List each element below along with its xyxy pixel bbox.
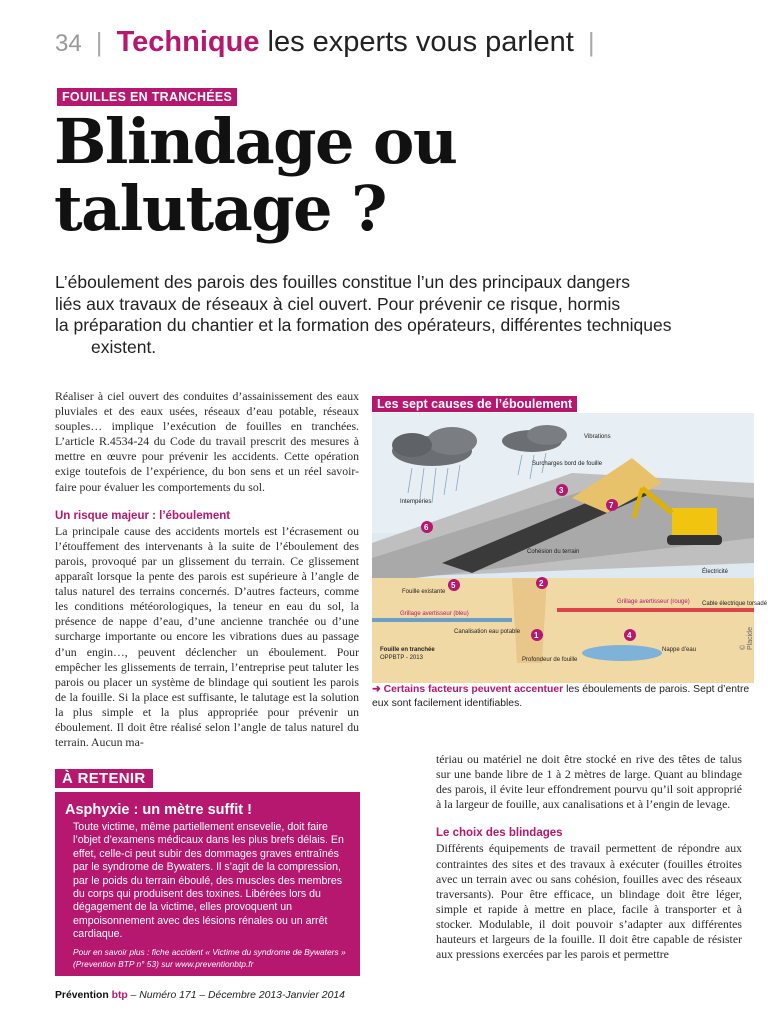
paragraph-continuation: tériau ou matériel ne doit être stocké en rive des têtes de talus sur une bande libre de 1 à 2 mètres de large. Quant au blindage des parois, il évite leur effondrement pourvu qu’il soit approprié à la largeur de fouille, aux canalisations et à l’engin de levage. — [436, 752, 742, 812]
marker-5 — [448, 579, 460, 591]
lede-line: liés aux travaux de réseaux à ciel ouvert. Pour prévenir ce risque, hormis — [55, 293, 621, 314]
red-grid-line — [557, 608, 754, 612]
blue-grid-line — [372, 618, 512, 622]
marker-6 — [421, 521, 433, 533]
label-grillage-rouge: Grillage avertisseur (rouge) — [617, 599, 690, 605]
footer-brand-btp: btp — [111, 990, 128, 1001]
label-profondeur: Profondeur de fouille — [522, 657, 578, 663]
retenir-body: Toute victime, même partiellement ensevelie, doit faire l’objet d’examens médicaux dans les plus brefs délais. En effet, celle-ci peut subir des dommages graves entraînés par le syndrome de Bywaters. Il s’agit de la compression, par le poids du terrain éboulé, des muscles des membres du corps qui produisent des toxines. Libérées lors du dégagement de la victime, elles provoquent un empoisonnement avec des lésions rénales ou un arrêt cardiaque. — [73, 821, 344, 941]
paragraph-blindages: Différents équipements de travail permettent de répondre aux contraintes des sites et des travaux à exécuter (fouilles étroites avec un terrain avec ou sans cohésion, fouilles avec des réseaux traversants). Pour être efficace, un blindage doit être léger, simple et rapide à mettre en place, facile à transporter et à stocker. Modulable, il doit pouvoir s’adapter aux différentes hauteurs et largeurs de la fouille. Il doit être capable de résister aux pressions exercées par les parois et permettre — [436, 841, 742, 962]
marker-3 — [556, 484, 568, 496]
article-lede — [55, 272, 735, 358]
svg-text:6: 6 — [424, 523, 429, 532]
figure-credit: © Placide — [740, 627, 754, 650]
figure-tag: Les sept causes de l’éboulement — [372, 396, 577, 412]
page-number: 34 — [55, 30, 82, 57]
label-surcharges: Surcharges bord de fouille — [532, 461, 603, 467]
marker-7 — [606, 499, 618, 511]
label-cohesion: Cohésion du terrain — [527, 549, 580, 555]
label-intemperies: Intempéries — [400, 499, 432, 505]
retenir-box — [55, 792, 360, 976]
article-title — [54, 105, 694, 245]
header-separator-end: | — [587, 27, 595, 57]
section-subtitle: les experts vous parlent — [267, 26, 574, 58]
page-header — [55, 22, 735, 62]
marker-4 — [624, 629, 636, 641]
label-electricite: Électricité — [702, 569, 729, 575]
retenir-note: Pour en savoir plus : fiche accident « Victime du syndrome de Bywaters » (Prevention BTP n° 53) sur www.preventionbtp.fr — [73, 946, 346, 969]
svg-text:1: 1 — [534, 631, 539, 640]
lede-line: existent. — [91, 336, 157, 357]
footer-brand: Prévention — [55, 990, 109, 1001]
caption-arrow-icon: ➜ — [372, 684, 384, 695]
svg-text:2: 2 — [539, 579, 544, 588]
article-kicker: FOUILLES EN TRANCHÉES — [57, 88, 237, 106]
retenir-tag: À RETENIR — [55, 769, 153, 788]
page-footer — [55, 990, 655, 1001]
water-puddle — [582, 645, 662, 661]
trench-illustration — [372, 413, 768, 683]
label-canalisation: Canalisation eau potable — [454, 629, 521, 635]
label-cable: Cable électrique torsadé — [702, 601, 768, 607]
label-ref: OPPBTP - 2013 — [380, 655, 423, 661]
label-fouille-existante: Fouille existante — [402, 589, 446, 595]
intro-paragraph: Réaliser à ciel ouvert des conduites d’assainissement des eaux pluviales et des eaux usées, réseaux d’eau potable, réseaux souples… implique l’exécution de fouilles en tranchées. L’article R.4534-24 du Code du travail prescrit des mesures à mettre en œuvre pour prévenir les accidents. Cette opération exige toutefois de l’expérience, du bon sens et un réel savoir-faire pour évaluer les comportements du sol. — [55, 389, 359, 494]
lede-line: L’éboulement des parois des fouilles constitue l’un des principaux dangers — [55, 272, 630, 292]
marker-2 — [536, 577, 548, 589]
label-nappe: Nappe d’eau — [662, 647, 697, 653]
footer-issue: – Numéro 171 – Décembre 2013-Janvier 2014 — [127, 990, 345, 1001]
svg-text:7: 7 — [609, 501, 614, 510]
label-vibrations: Vibrations — [584, 434, 611, 440]
trench-diagram — [372, 413, 768, 683]
svg-text:4: 4 — [627, 631, 632, 640]
right-column — [436, 752, 742, 962]
subhead-blindages: Le choix des blindages — [436, 827, 563, 840]
label-fouille-tranchee: Fouille en tranchée — [380, 647, 435, 653]
figure-caption — [372, 683, 754, 711]
title-line-2: talutage ? — [54, 172, 386, 245]
svg-text:3: 3 — [559, 486, 564, 495]
trench-section — [512, 578, 547, 663]
paragraph-risque: La principale cause des accidents mortels est l’écrasement ou l’étouffement des intervenants à la suite de l’éboulement des parois, provoqué par un glissement du terrain. Ce glissement apparaît lorsque la pente des parois est supérieure à l’angle de talus naturel des terrains concernés. D’autres facteurs, comme les conditions météorologiques, la teneur en eau du sol, la présence de nappe d’eau, d’une ancienne tranchée ou d’une surcharge importante ou encore les vibrations dues au passage d’un engin…, peuvent déclencher un éboulement. Pour empêcher les glissements de terrain, l’entreprise peut taluter les parois ou placer un système de blindage qui soutient les parois de la fouille. Si la place est suffisante, le talutage est la solution la plus simple et la plus appropriée pour prévenir un éboulement. Il doit être réalisé selon l’angle de talus naturel du terrain. Aucun ma- — [55, 523, 359, 750]
lede-line: la préparation du chantier et la formation des opérateurs, différentes techniques — [55, 315, 672, 335]
retenir-heading: Asphyxie : un mètre suffit ! — [65, 802, 252, 818]
label-grillage-bleu: Grillage avertisseur (bleu) — [400, 611, 469, 617]
svg-text:5: 5 — [451, 581, 456, 590]
title-line-1: Blindage ou — [54, 105, 457, 178]
caption-rest: les éboulements de parois. Sept d’entre eux sont facilement identifiables. — [372, 684, 750, 709]
marker-1 — [531, 629, 543, 641]
left-column — [55, 389, 359, 750]
subhead-risque: Un risque majeur : l’éboulement — [55, 509, 231, 522]
header-separator: | — [95, 27, 103, 57]
caption-strong: Certains facteurs peuvent accentuer — [383, 684, 564, 695]
section-name: Technique — [116, 26, 260, 58]
